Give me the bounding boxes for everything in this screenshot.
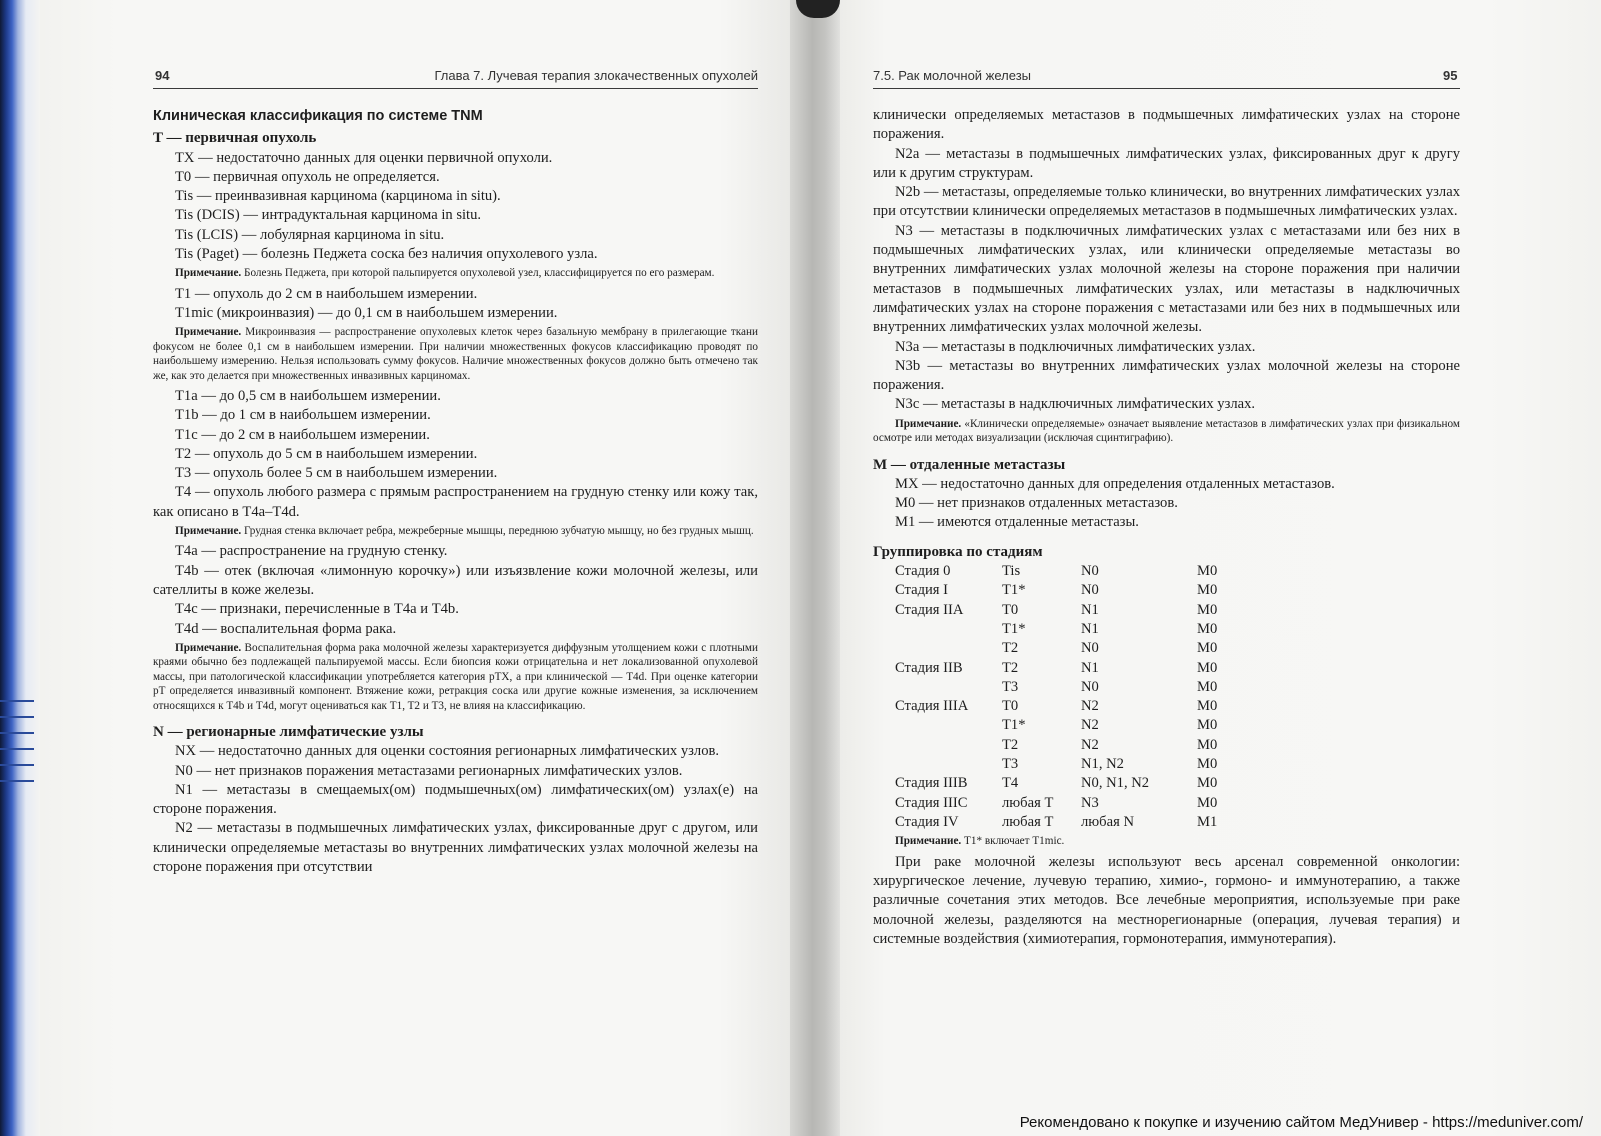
table-cell: Стадия IIB [895,659,963,676]
table-cell: T2 [1002,659,1019,676]
table-cell: N3 [1081,794,1099,811]
table-cell: Стадия IIIA [895,698,969,715]
note-paget [153,266,758,280]
table-row [895,697,1257,716]
table-cell: N0 [1081,678,1099,695]
tis-dcis-line: Tis (DCIS) — интрадуктальная карцинома in situ. [175,207,482,224]
table-cell: Стадия IIIC [895,794,968,811]
table-cell [895,620,1002,639]
table-cell: M0 [1197,775,1218,792]
left-running-head: Глава 7. Лучевая терапия злокачественных опухолей [434,68,758,83]
table-cell [895,639,1002,658]
table-cell: M0 [1197,756,1218,773]
table-cell: M0 [1197,736,1218,753]
table-cell: T0 [1002,601,1019,618]
table-cell: Стадия IIIB [895,775,968,792]
right-body [873,106,1460,949]
t0-line: T0 — первичная опухоль не определяется. [175,168,440,185]
table-row [895,601,1257,620]
note-microinvasion [153,325,758,383]
table-cell [895,716,1002,735]
left-page-number: 94 [155,68,170,83]
table-cell: T2 [1002,736,1019,753]
grouping-heading: Группировка по стадиям [873,543,1043,560]
left-page [40,0,812,1136]
tx-line: TX — недостаточно данных для оценки первичной опухоли. [175,149,553,166]
table-cell: Стадия IIA [895,601,964,618]
continued-text: клинически определяемых метастазов в подмышечных лимфатических узлах на стороне поражения. [873,107,1460,143]
table-cell: N1 [1081,620,1099,637]
mx-line: MX — недостаточно данных для определения отдаленных метастазов. [895,475,1335,492]
table-cell: N1, N2 [1081,756,1124,773]
table-row [895,562,1257,581]
book-edge [0,0,40,1136]
nx-line: NX — недостаточно данных для оценки состояния регионарных лимфатических узлов. [175,743,720,760]
n1-line: N1 — метастазы в смещаемых(ом) подмышечных(ом) лимфатических(ом) узлах(е) на стороне поражения. [153,781,758,818]
note-label: Примечание. [175,267,242,280]
tis-paget-line: Tis (Paget) — болезнь Педжета соска без наличия опухолевого узла. [175,246,598,263]
note-label: Примечание. [895,835,962,848]
table-cell: M0 [1197,794,1218,811]
t1b-line: T1b — до 1 см в наибольшем измерении. [175,407,431,424]
table-row [895,774,1257,793]
table-cell: T2 [1002,640,1019,657]
m-heading: M — отдаленные метастазы [873,456,1066,473]
n3b-line: N3b — метастазы во внутренних лимфатических узлах молочной железы на стороне поражения. [873,357,1460,394]
right-header-rule [873,88,1460,89]
t4c-line: T4c — признаки, перечисленные в T4a и T4b. [175,601,459,618]
right-running-head: 7.5. Рак молочной железы [873,68,1032,83]
table-cell: T3 [1002,678,1019,695]
edge-marks [0,700,40,920]
table-cell: Стадия 0 [895,563,951,580]
note-text: Грудная стенка включает ребра, межреберные мышцы, переднюю зубчатую мышцу, но без грудных мышц. [241,525,754,538]
note-label: Примечание. [175,525,242,538]
note-chest-wall [153,524,758,538]
table-row [895,755,1257,774]
t1mic-line: T1mic (микроинвазия) — до 0,1 см в наибольшем измерении. [175,305,558,322]
table-cell: M0 [1197,678,1218,695]
tis-line: Tis — преинвазивная карцинома (карцинома in situ). [175,188,501,205]
table-cell: N2 [1081,717,1099,734]
table-cell: N2 [1081,698,1099,715]
table-cell: Стадия I [895,582,949,599]
table-row [895,794,1257,813]
n0-line: N0 — нет признаков поражения метастазами регионарных лимфатических узлов. [175,762,683,779]
table-cell: N0 [1081,582,1099,599]
note-text: «Клинически определяемые» означает выявление метастазов в лимфатических узлах при физикальном осмотре или методах визуализации (исключая сцинтиграфию). [873,417,1460,445]
tnm-heading: Клиническая классификация по системе TNM [153,108,483,124]
table-cell: M0 [1197,601,1218,618]
t4b-line: T4b — отек (включая «лимонную корочку») или изъязвление кожи молочной железы, или сателлиты в коже железы. [153,562,758,599]
table-cell: Стадия IV [895,813,959,830]
table-cell: N0, N1, N2 [1081,775,1150,792]
n2b-line: N2b — метастазы, определяемые только клинически, во внутренних лимфатических узлах при отсутствии клинически определяемых метастазов в подмышечных лимфатических узлах. [873,184,1460,220]
table-cell: T0 [1002,698,1019,715]
table-cell: N0 [1081,563,1099,580]
table-cell: T3 [1002,756,1019,773]
table-cell: Tis [1002,563,1021,580]
m1-line: M1 — имеются отдаленные метастазы. [895,514,1139,531]
table-cell: M0 [1197,717,1218,734]
table-cell [895,736,1002,755]
table-cell [895,678,1002,697]
table-cell [895,755,1002,774]
left-header-rule [153,88,758,89]
n2a-line: N2a — метастазы в подмышечных лимфатических узлах, фиксированных друг к другу или к другим структурам. [873,145,1460,181]
t2-line: T2 — опухоль до 5 см в наибольшем измерении. [175,445,478,462]
table-row [895,659,1257,678]
table-cell: T1* [1002,582,1026,599]
right-page-number: 95 [1443,68,1458,83]
table-cell: M1 [1197,813,1218,830]
table-row [895,716,1257,735]
t-heading: T — первичная опухоль [153,130,317,147]
note-text: Микроинвазия — распространение опухолевых клеток через базальную мембрану в прилегающие ткани фокусом не более 0,1 см в наибольшем измерении. При наличии множественных фокусов классификацию проводят по наибольшему измерению. Нельзя использовать сумму фокусов. Наличие множественных фокусов должно быть отмечено так же, как это делается при множественных инвазивных карциномах. [153,326,758,382]
table-cell: M0 [1197,640,1218,657]
t1c-line: T1c — до 2 см в наибольшем измерении. [175,426,430,443]
table-row [895,813,1257,832]
table-cell: T1* [1002,620,1026,637]
n3c-line: N3c — метастазы в надключичных лимфатических узлах. [895,396,1256,413]
note-text: Болезнь Педжета, при которой пальпируется опухолевой узел, классифицируется по его размерам. [241,267,715,280]
note-text: Воспалительная форма рака молочной железы характеризуется диффузным утолщением кожи с плотными краями обычно без подлежащей пальпируемой массы. Если биопсия кожи отрицательна и нет локализованной опухолевой массы, при патологической классификации употребляется категория pTX, а при клинической — T4d. При оценке категории pT определяется инвазивный компонент. Втяжение кожи, ретракция соска или другие кожные изменения, за исключением относящихся к T4b и T4d, могут оцениваться как T1, T2 и T3, не влияя на классификацию. [153,641,758,712]
t3-line: T3 — опухоль более 5 см в наибольшем измерении. [175,465,498,482]
table-cell: N2 [1081,736,1099,753]
n2-line: N2 — метастазы в подмышечных лимфатических узлах, фиксированные друг с другом, или клинически определяемые метастазы во внутренних лимфатических узлах молочной железы на стороне поражения при отсутствии [153,820,758,876]
table-cell: M0 [1197,659,1218,676]
footer-recommendation: Рекомендовано к покупке и изучению сайтом МедУнивер - https://meduniver.com/ [1019,1114,1583,1131]
m0-line: M0 — нет признаков отдаленных метастазов. [895,495,1178,512]
table-cell: N1 [1081,659,1099,676]
table-row [895,620,1257,639]
table-cell: M0 [1197,563,1218,580]
t4d-line: T4d — воспалительная форма рака. [175,620,397,637]
stage-grouping-table [895,562,1257,832]
table-cell: любая T [1002,813,1054,830]
table-cell: M0 [1197,582,1218,599]
table-row [895,678,1257,697]
note-clinical [873,417,1460,446]
note-text: T1* включает T1mic. [961,835,1065,848]
n3-line: N3 — метастазы в подключичных лимфатических узлах с метастазами или без них в подмышечных лимфатических узлах, или клинически определяемые метастазы во внутренних лимфатических узлах молочной железы на стороне поражения при наличии метастазов в подмышечных лимфатических узлах, или метастазы в надключичных лимфатических узлах на стороне поражения с метастазами или без них в подмышечных или внутренних лимфатических узлах молочной железы. [873,222,1460,336]
n3a-line: N3a — метастазы в подключичных лимфатических узлах. [895,338,1256,355]
note-label: Примечание. [175,326,242,339]
tis-lcis-line: Tis (LCIS) — лобулярная карцинома in situ. [175,226,445,243]
left-body [153,107,758,877]
n-heading: N — регионарные лимфатические узлы [153,724,424,740]
t4a-line: T4a — распространение на грудную стенку. [175,543,448,560]
table-cell: N0 [1081,640,1099,657]
t4-line: T4 — опухоль любого размера с прямым распространением на грудную стенку или кожу так, как описано в T4a–T4d. [153,484,758,520]
t1-line: T1 — опухоль до 2 см в наибольшем измерении. [175,285,478,302]
table-cell: T4 [1002,775,1019,792]
table-cell: N1 [1081,601,1099,618]
table-cell: M0 [1197,620,1218,637]
note-inflammatory [153,641,758,713]
note-t1 [873,834,1460,848]
table-row [895,639,1257,658]
table-cell: T1* [1002,717,1026,734]
note-label: Примечание. [895,417,962,430]
table-cell: M0 [1197,698,1218,715]
table-row [895,581,1257,600]
table-cell: любая T [1002,794,1054,811]
note-label: Примечание. [175,641,242,654]
treatment-paragraph: При раке молочной железы используют весь арсенал современной онкологии: хирургическое лечение, лучевую терапию, химио-, гормоно- и иммунотерапию, а также различные сочетания этих методов. Все лечебные мероприятия, используемые при раке молочной железы, разделяются на местнорегионарные (операция, лучевая терапия) и системные воздействия (химиотерапия, гормонотерапия, иммунотерапия). [873,853,1460,947]
table-row [895,736,1257,755]
table-cell: любая N [1081,813,1134,830]
t1a-line: T1a — до 0,5 см в наибольшем измерении. [175,388,441,404]
right-page [840,0,1601,1136]
